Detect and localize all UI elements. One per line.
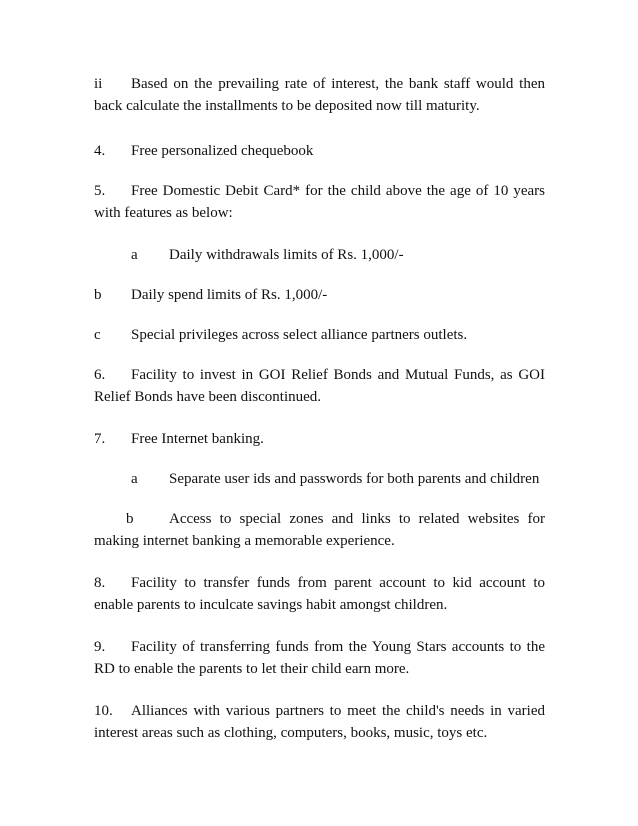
sub-item-5b [94, 284, 327, 306]
item-text: Special privileges across select alliance partners outlets. [131, 327, 468, 343]
item-text: Alliances with various partners to meet the child's needs in varied interest areas such as clothing, computers, books, music, toys etc. [94, 703, 545, 741]
item-number: b [94, 287, 102, 303]
item-number: 6. [94, 367, 106, 383]
item-number: 7. [94, 431, 106, 447]
item-text: Free personalized chequebook [131, 143, 314, 159]
item-number: 4. [94, 143, 106, 159]
sub-item-7b [94, 508, 545, 552]
item-text: Free Internet banking. [131, 431, 264, 447]
paragraph-item-10 [94, 700, 545, 744]
paragraph-item-8 [94, 572, 545, 616]
item-number: a [131, 471, 138, 487]
item-text: Based on the prevailing rate of interest, the bank staff would then back calculate the installments to be deposited now till maturity. [94, 76, 545, 114]
item-text: Facility to invest in GOI Relief Bonds and Mutual Funds, as GOI Relief Bonds have been discontinued. [94, 367, 545, 405]
paragraph-item-7 [94, 428, 545, 450]
item-number: 9. [94, 639, 106, 655]
paragraph-item-ii [94, 73, 545, 117]
item-number: b [126, 511, 134, 527]
item-text: Facility to transfer funds from parent account to kid account to enable parents to inculcate savings habit amongst children. [94, 575, 545, 613]
item-text: Access to special zones and links to related websites for making internet banking a memorable experience. [94, 511, 545, 549]
sub-item-7a [131, 468, 539, 490]
paragraph-item-6 [94, 364, 545, 408]
item-number: c [94, 327, 101, 343]
paragraph-item-5 [94, 180, 545, 224]
sub-item-5a [131, 244, 404, 266]
paragraph-item-4 [94, 140, 545, 162]
item-number: 8. [94, 575, 106, 591]
item-number: ii [94, 76, 103, 92]
item-text: Free Domestic Debit Card* for the child above the age of 10 years with features as below: [94, 183, 545, 221]
item-text: Facility of transferring funds from the Young Stars accounts to the RD to enable the parents to let their child earn more. [94, 639, 545, 677]
item-text: Separate user ids and passwords for both parents and children [169, 471, 540, 487]
item-number: a [131, 247, 138, 263]
paragraph-item-9 [94, 636, 545, 680]
item-number: 5. [94, 183, 106, 199]
item-text: Daily withdrawals limits of Rs. 1,000/- [169, 247, 404, 263]
item-text: Daily spend limits of Rs. 1,000/- [131, 287, 328, 303]
sub-item-5c [94, 324, 467, 346]
item-number: 10. [94, 703, 113, 719]
